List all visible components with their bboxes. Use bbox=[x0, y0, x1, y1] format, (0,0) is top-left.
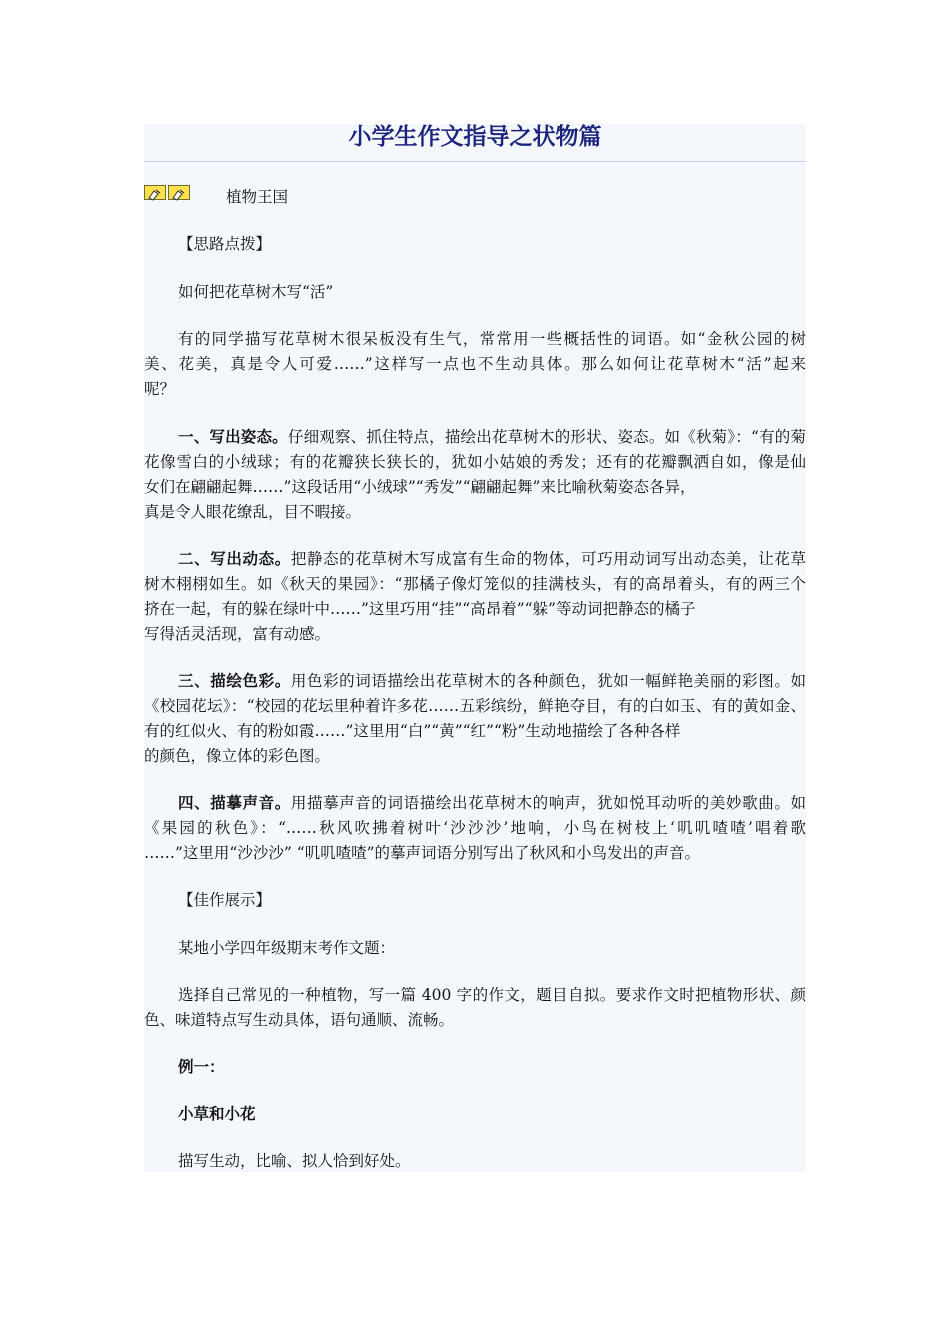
paragraph-line: 《校园花坛》：“校园的花坛里种着许多花……五彩缤纷，鲜艳夺目，有的白如玉、有的黄如金、 bbox=[144, 697, 806, 715]
paragraph-line: 女们在翩翩起舞……”这段话用“小绒球”“秀发”“翩翩起舞”来比喻秋菊姿态各异， bbox=[144, 478, 696, 496]
paragraph-line: 《果园的秋色》：“……秋风吹拂着树叶‘沙沙沙’地响，小鸟在树枝上‘叽叽喳喳’唱着歌 bbox=[144, 819, 806, 837]
paragraph-line bbox=[144, 546, 806, 572]
tips-heading: 【思路点拨】 bbox=[178, 235, 272, 253]
exam-line: 选择自己常见的一种植物，写一篇 400 字的作文，题目自拟。要求作文时把植物形状、颜 bbox=[178, 986, 806, 1004]
paragraph-heading: 三、描绘色彩。 bbox=[178, 671, 291, 690]
paragraph-line bbox=[144, 668, 806, 694]
paragraph-heading: 一、写出姿态。 bbox=[178, 427, 288, 446]
paragraph-line bbox=[144, 424, 806, 450]
paragraph-line: 花像雪白的小绒球；有的花瓣狭长狭长的，犹如小姑娘的秀发；还有的花瓣飘洒自如，像是仙 bbox=[144, 453, 806, 471]
paragraph-line: 写得活灵活现，富有动感。 bbox=[144, 625, 331, 643]
paragraph-line: 真是令人眼花缭乱，目不暇接。 bbox=[144, 503, 362, 521]
intro-line: 呢？ bbox=[144, 380, 176, 398]
paragraph-line: 挤在一起，有的躲在绿叶中……”这里巧用“挂”“高昂着”“躲”等动词把静态的橘子 bbox=[144, 600, 696, 618]
intro-line: 美、花美，真是令人可爱……”这样写一点也不生动具体。那么如何让花草树木“活”起来 bbox=[144, 355, 806, 373]
paragraph-text: 把静态的花草树木写成富有生命的物体，可巧用动词写出动态美，让花草 bbox=[290, 550, 806, 568]
exam-title: 某地小学四年级期末考作文题： bbox=[178, 939, 396, 957]
example-title: 小草和小花 bbox=[178, 1104, 256, 1123]
section-title: 植物王国 bbox=[226, 188, 289, 206]
paragraph-line bbox=[144, 790, 806, 816]
paragraph-line: 的颜色，像立体的彩色图。 bbox=[144, 747, 331, 765]
paragraph-line: 树木栩栩如生。如《秋天的果园》：“那橘子像灯笼似的挂满枝头，有的高昂着头，有的两三个 bbox=[144, 575, 806, 593]
paragraph-line: 有的红似火、有的粉如霞……”这里用“白”“黄”“红”“粉”生动地描绘了各种各样 bbox=[144, 722, 681, 740]
showcase-heading: 【佳作展示】 bbox=[178, 891, 272, 909]
paragraph-text: 用描摹声音的词语描绘出花草树木的响声，犹如悦耳动听的美妙歌曲。如 bbox=[290, 794, 806, 812]
example-label: 例一： bbox=[178, 1057, 225, 1076]
paragraph-text: 用色彩的词语描绘出花草树木的各种颜色，犹如一幅鲜艳美丽的彩图。如 bbox=[290, 672, 806, 690]
paragraph-heading: 二、写出动态。 bbox=[178, 549, 291, 568]
article-panel bbox=[144, 124, 806, 1172]
paragraph-line: ……”这里用“沙沙沙” “叽叽喳喳”的摹声词语分别写出了秋风和小鸟发出的声音。 bbox=[144, 844, 701, 862]
paragraph-text: 仔细观察、抓住特点，描绘出花草树木的形状、姿态。如《秋菊》：“有的菊 bbox=[287, 428, 806, 446]
exam-line: 色、味道特点写生动具体，语句通顺、流畅。 bbox=[144, 1011, 455, 1029]
subheading: 如何把花草树木写“活” bbox=[178, 283, 334, 301]
intro-line: 有的同学描写花草树木很呆板没有生气，常常用一些概括性的词语。如“金秋公园的树 bbox=[178, 330, 806, 348]
paragraph-heading: 四、描摹声音。 bbox=[178, 793, 291, 812]
article-title: 小学生作文指导之状物篇 bbox=[144, 124, 806, 162]
example-comment: 描写生动，比喻、拟人恰到好处。 bbox=[178, 1152, 411, 1170]
